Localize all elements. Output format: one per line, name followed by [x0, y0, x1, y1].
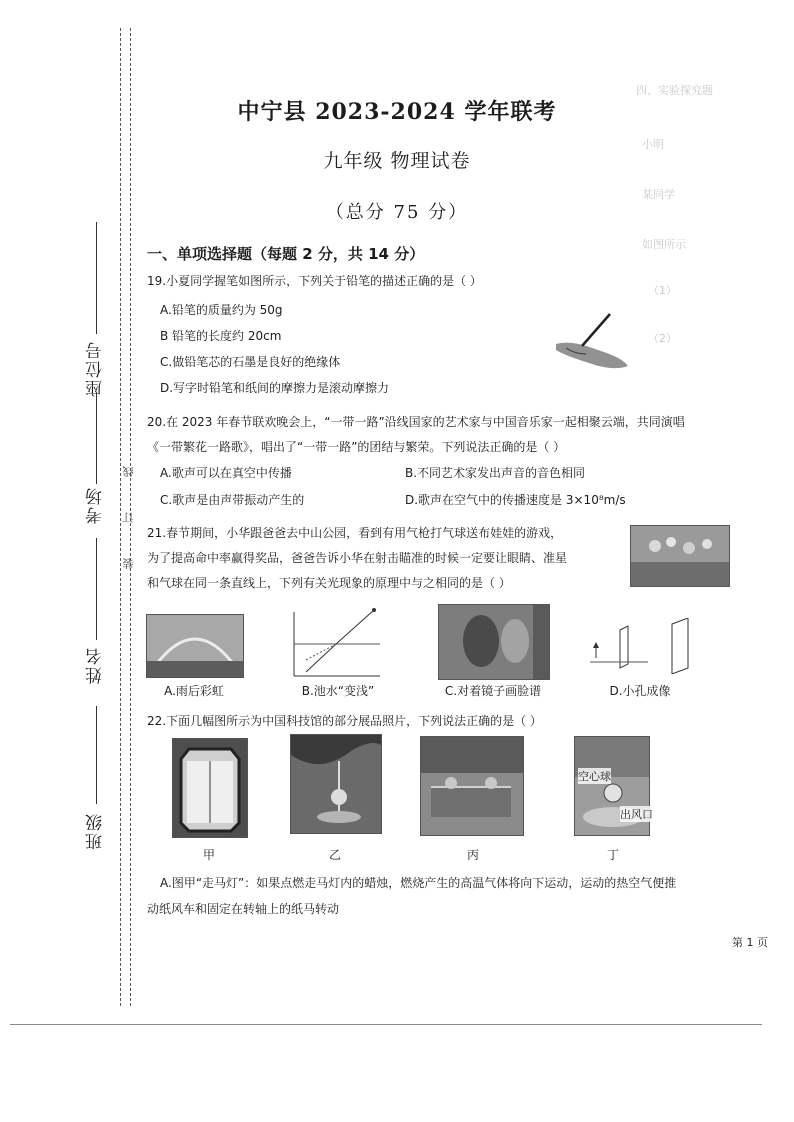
q20-option-a: A.歌声可以在真空中传播: [160, 466, 292, 480]
q21-caption-c: C.对着镜子画脸谱: [444, 684, 542, 698]
seat-label: 座位号: [86, 340, 106, 397]
binding-word-zhuang: 装: [122, 558, 135, 569]
pinhole-camera-diagram: [588, 618, 692, 674]
exhibit-yi-image: [290, 734, 382, 834]
ding-label-hollow-ball: 空心球: [578, 770, 611, 783]
bleed-text: （1）: [648, 284, 677, 297]
pool-refraction-diagram: [292, 606, 382, 678]
q19-option-d: D.写字时铅笔和纸间的摩擦力是滚动摩擦力: [160, 381, 390, 395]
q20-stem-line1: 20.在 2023 年春节联欢晚会上，“一带一路”沿线国家的艺术家与中国音乐家一起相聚云端，共同演唱: [147, 415, 685, 429]
ding-label-air-outlet: 出风口: [620, 808, 653, 821]
class-blank: [96, 706, 97, 804]
q19-option-a: A.铅笔的质量约为 50g: [160, 303, 283, 317]
mirror-face-image: [438, 604, 550, 680]
binding-word-ding: 订: [122, 512, 135, 523]
q22-option-a-line2: 动纸风车和固定在转轴上的纸马转动: [147, 902, 340, 916]
name-blank: [96, 538, 97, 640]
class-label: 班级: [86, 812, 106, 850]
q19-option-b: B 铅笔的长度约 20cm: [160, 329, 282, 343]
rainbow-image: [146, 614, 244, 678]
balloon-shooting-image: [630, 525, 730, 587]
q20-option-b: B.不同艺术家发出声音的音色相同: [405, 466, 586, 480]
total-score: （总分 75 分）: [325, 202, 469, 223]
exam-title: 中宁县 2023-2024 学年联考: [237, 99, 557, 125]
bleed-text: 小明: [642, 138, 664, 151]
exhibit-bing-image: [420, 736, 524, 836]
q21-stem-line3: 和气球在同一条直线上，下列有关光现象的原理中与之相同的是（ ）: [147, 576, 511, 590]
trotting-lantern-image: [172, 738, 248, 838]
q21-stem-line2: 为了提高命中率赢得奖品，爸爸告诉小华在射击瞄准的时候一定要让眼睛、准星: [147, 551, 568, 565]
room-blank: [96, 392, 97, 484]
scan-edge-line: [10, 1024, 762, 1025]
bleed-text: （2）: [648, 332, 677, 345]
q21-caption-b: B.池水“变浅”: [301, 684, 375, 698]
q21-caption-d: D.小孔成像: [609, 684, 671, 698]
bleed-text: 某同学: [642, 188, 675, 201]
q22-option-a-line1: A.图甲“走马灯”：如果点燃走马灯内的蜡烛，燃烧产生的高温气体将向下运动，运动的热空气便推: [160, 876, 677, 890]
bleed-text: 如图所示: [642, 238, 686, 251]
q22-caption-bing: 丙: [466, 848, 479, 862]
bleed-text: 四、实验探究题: [636, 84, 713, 97]
page-number: 第 1 页: [732, 936, 768, 949]
section-heading: 一、单项选择题（每题 2 分，共 14 分）: [147, 245, 425, 263]
q22-caption-jia: 甲: [202, 848, 215, 862]
pencil-hand-image: [552, 310, 632, 374]
exam-subtitle: 九年级 物理试卷: [323, 150, 471, 172]
q21-caption-a: A.雨后彩虹: [164, 684, 224, 698]
q20-option-c: C.歌声是由声带振动产生的: [160, 493, 305, 507]
q21-stem-line1: 21.春节期间，小华跟爸爸去中山公园，看到有用气枪打气球送布娃娃的游戏，: [147, 526, 563, 540]
q20-stem-line2: 《一带繁花一路歌》，唱出了“一带一路”的团结与繁荣。下列说法正确的是（ ）: [147, 440, 566, 454]
q22-stem: 22.下面几幅图所示为中国科技馆的部分展品照片，下列说法正确的是（ ）: [147, 714, 542, 728]
q19-option-c: C.做铅笔芯的石墨是良好的绝缘体: [160, 355, 341, 369]
q20-option-d: D.歌声在空气中的传播速度是 3×10⁸m/s: [405, 493, 626, 507]
binding-word-xian: 线: [122, 466, 135, 477]
q19-stem: 19.小夏同学握笔如图所示，下列关于铅笔的描述正确的是（ ）: [147, 274, 482, 288]
seat-blank: [96, 222, 97, 334]
q22-caption-ding: 丁: [606, 848, 619, 862]
name-label: 姓名: [86, 646, 106, 684]
room-label: 考场: [86, 486, 106, 524]
q22-caption-yi: 乙: [328, 848, 341, 862]
